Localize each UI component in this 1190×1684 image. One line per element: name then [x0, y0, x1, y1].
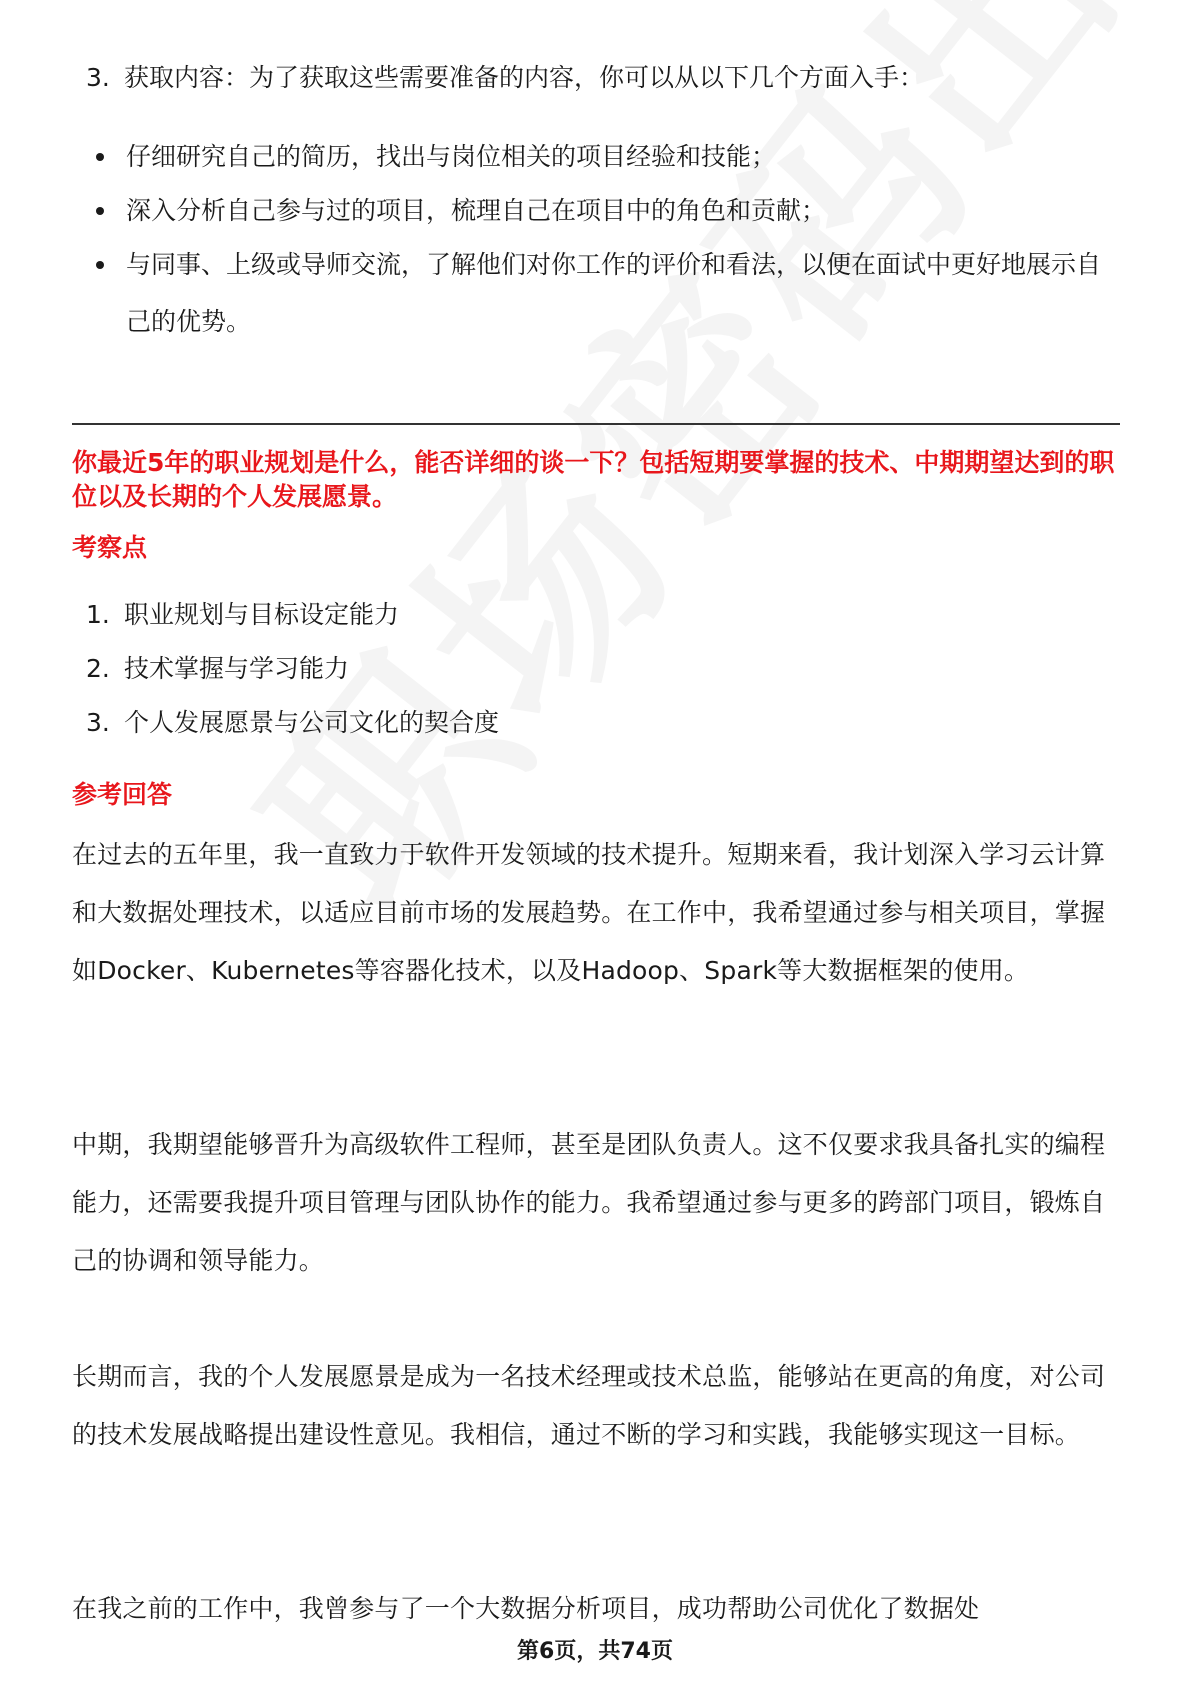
- bullet-text: 与同事、上级或导师交流，了解他们对你工作的评价和看法，以便在面试中更好地展示自己的优势。: [126, 250, 1102, 336]
- interview-question: 你最近5年的职业规划是什么，能否详细的谈一下？包括短期要掌握的技术、中期期望达到的职位以及长期的个人发展愿景。: [72, 448, 1115, 511]
- list-number: 3.: [86, 708, 110, 737]
- exam-point-item: [86, 597, 399, 633]
- list-number: 3.: [86, 63, 110, 92]
- exam-points-title: 考察点: [72, 533, 148, 562]
- reference-answer-title: 参考回答: [72, 780, 173, 809]
- answer-paragraph: 中期，我期望能够晋升为高级软件工程师，甚至是团队负责人。这不仅要求我具备扎实的编程能力，还需要我提升项目管理与团队协作的能力。我希望通过参与更多的跨部门项目，锻炼自己的协调和领导能力。: [72, 1130, 1106, 1275]
- answer-paragraph: 在过去的五年里，我一直致力于软件开发领域的技术提升。短期来看，我计划深入学习云计算和大数据处理技术，以适应目前市场的发展趋势。在工作中，我希望通过参与相关项目，掌握如Docker、Kubernetes等容器化技术，以及Hadoop、Spark等大数据框架的使用。: [72, 840, 1106, 985]
- bullet-item: [96, 128, 1106, 185]
- bullet-dot-icon: [96, 153, 104, 161]
- bullet-text: 深入分析自己参与过的项目，梳理自己在项目中的角色和贡献；: [126, 196, 827, 225]
- answer-paragraph: 在我之前的工作中，我曾参与了一个大数据分析项目，成功帮助公司优化了数据处: [72, 1594, 980, 1623]
- list-number: 1.: [86, 600, 110, 629]
- exam-point-item: [86, 705, 499, 741]
- bullet-text: 仔细研究自己的简历，找出与岗位相关的项目经验和技能；: [126, 142, 777, 171]
- page-footer: 第6页，共74页: [517, 1639, 673, 1664]
- list-number: 2.: [86, 654, 110, 683]
- bullet-item: [96, 236, 1106, 350]
- document-page: [72, 0, 1120, 1684]
- bullet-item: [96, 182, 1106, 239]
- list-text: 技术掌握与学习能力: [124, 654, 350, 683]
- answer-paragraph: 长期而言，我的个人发展愿景是成为一名技术经理或技术总监，能够站在更高的角度，对公司的技术发展战略提出建设性意见。我相信，通过不断的学习和实践，我能够实现这一目标。: [72, 1362, 1106, 1449]
- bullet-dot-icon: [96, 207, 104, 215]
- bullet-dot-icon: [96, 261, 104, 269]
- list-text: 职业规划与目标设定能力: [124, 600, 400, 629]
- exam-point-item: [86, 651, 349, 687]
- intro-list-item: [86, 60, 924, 96]
- list-text: 个人发展愿景与公司文化的契合度: [124, 708, 500, 737]
- section-divider: [72, 423, 1120, 425]
- list-text: 获取内容：为了获取这些需要准备的内容，你可以从以下几个方面入手：: [124, 63, 925, 92]
